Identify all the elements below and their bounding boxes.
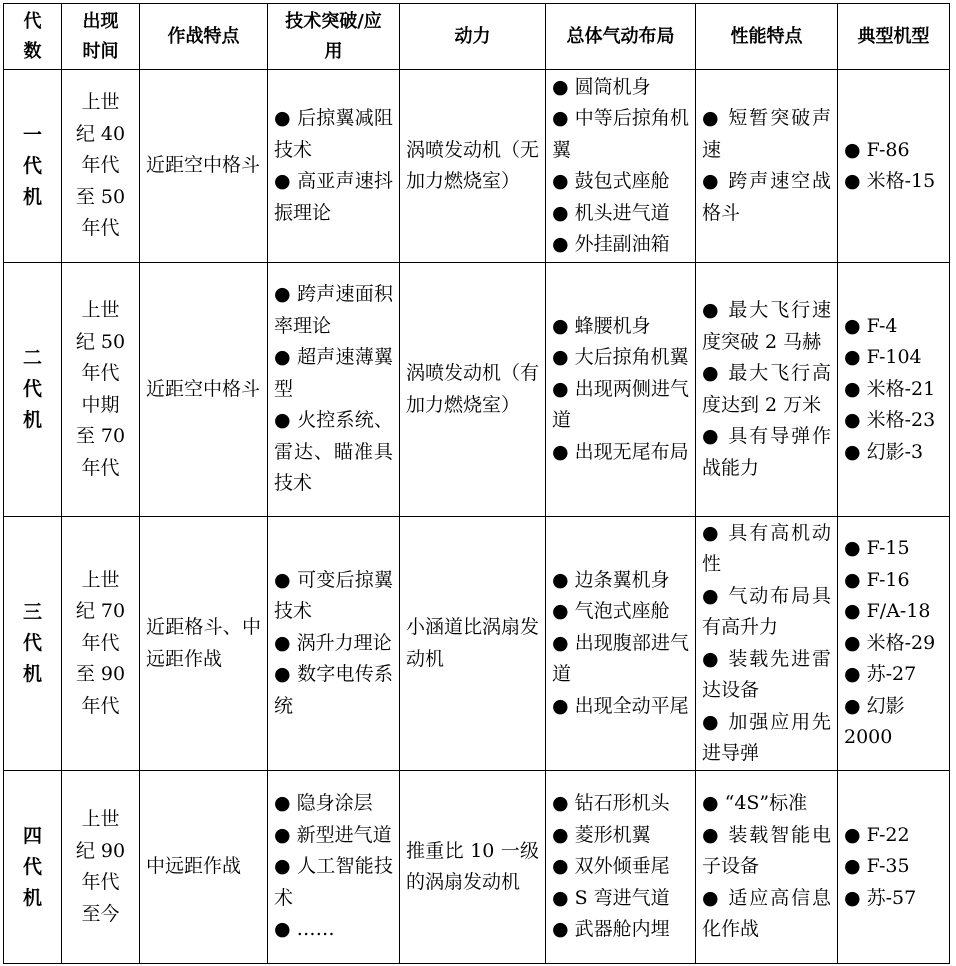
era-cell xyxy=(62,70,140,263)
tech-cell-line: ● 可变后掠翼技术 xyxy=(274,568,393,623)
models-cell xyxy=(838,263,950,517)
performance-cell-line: ● 最大飞行速度突破 2 马赫 xyxy=(702,299,831,353)
models-cell-line: ● F-104 xyxy=(844,346,922,369)
era-cell-line: 纪 40 xyxy=(75,122,126,145)
tech-cell-line: ● 高亚声速抖振理论 xyxy=(274,170,393,224)
performance-cell xyxy=(696,771,838,964)
layout-cell-line: ● 菱形机翼 xyxy=(552,823,651,846)
layout-cell-line: ● 钻石形机头 xyxy=(552,792,670,815)
generation-cell xyxy=(4,771,62,964)
era-cell xyxy=(62,771,140,964)
era-cell-line: 中期 xyxy=(81,393,120,416)
tech-cell-line: ● 后掠翼减阻技术 xyxy=(274,107,393,161)
generation-cell-line: 代 xyxy=(22,154,42,177)
era-cell-line: 纪 90 xyxy=(75,839,126,862)
generation-cell-line: 机 xyxy=(22,886,42,909)
generation-cell-line: 一 xyxy=(22,123,42,146)
models-cell-line: ● 幻影 2000 xyxy=(844,694,905,749)
power-cell: 涡喷发动机（无加力燃烧室） xyxy=(400,70,546,263)
era-cell-line: 上世 xyxy=(81,91,120,114)
models-cell-line: ● 米格-15 xyxy=(844,170,936,192)
tech-cell-line: ● 超声速薄翼型 xyxy=(274,346,393,400)
performance-cell xyxy=(696,263,838,517)
tech-cell-line: ● 人工智能技术 xyxy=(274,855,393,909)
models-cell-line: ● 苏-27 xyxy=(844,663,917,686)
tech-cell-line: ● 新型进气道 xyxy=(274,823,392,846)
models-cell xyxy=(838,771,950,964)
tech-cell-line: ● 跨声速面积率理论 xyxy=(274,283,393,337)
layout-cell xyxy=(546,517,696,771)
header-models: 典型机型 xyxy=(838,4,950,70)
layout-cell-line: ● 出现无尾布局 xyxy=(552,440,689,463)
performance-cell xyxy=(696,517,838,771)
era-cell-line: 年代 xyxy=(81,456,120,479)
generation-cell-line: 代 xyxy=(22,632,42,654)
performance-cell-line: ● 装载智能电子设备 xyxy=(702,823,831,878)
performance-cell-line: ● 具有高机动性 xyxy=(702,521,831,575)
tech-cell-line: ● 火控系统、雷达、瞄准具技术 xyxy=(274,409,393,495)
layout-cell xyxy=(546,70,696,263)
models-cell-line: ● 米格-23 xyxy=(844,409,936,432)
era-cell-line: 年代 xyxy=(81,694,120,717)
era-cell-line: 年代 xyxy=(81,362,120,384)
models-cell-line: ● F-4 xyxy=(844,314,898,337)
layout-cell xyxy=(546,263,696,517)
models-cell-line: ● 苏-57 xyxy=(844,886,917,909)
generation-cell-line: 代 xyxy=(22,378,42,400)
performance-cell-line: ● 短暂突破声速 xyxy=(702,107,831,161)
layout-cell-line: ● 圆筒机身 xyxy=(552,75,651,98)
era-cell-line: 至 50 xyxy=(75,185,126,208)
generation-cell xyxy=(4,70,62,263)
power-cell: 小涵道比涡扇发动机 xyxy=(400,517,546,771)
performance-cell-line: ● “4S”标准 xyxy=(702,792,808,815)
header-row xyxy=(4,4,950,70)
fighter-generations-table xyxy=(3,3,950,964)
layout-cell-line: ● 武器舱内埋 xyxy=(552,918,670,941)
header-combat: 作战特点 xyxy=(140,4,268,70)
performance-cell-line: ● 加强应用先进导弹 xyxy=(702,710,831,764)
models-cell xyxy=(838,517,950,771)
generation-cell-line: 机 xyxy=(22,409,42,431)
era-cell xyxy=(62,517,140,771)
table-row xyxy=(4,263,950,517)
performance-cell xyxy=(696,70,838,263)
era-cell-line: 年代 xyxy=(81,154,120,177)
layout-cell-line: ● 外挂副油箱 xyxy=(552,233,670,255)
models-cell-line: ● F-15 xyxy=(844,537,910,560)
layout-cell-line: ● 双外倾垂尾 xyxy=(552,855,670,878)
tech-cell-line: ● 数字电传系统 xyxy=(274,663,393,717)
header-layout: 总体气动布局 xyxy=(546,4,696,70)
header-generation: 代 数 xyxy=(4,4,62,70)
power-cell: 推重比 10 一级的涡扇发动机 xyxy=(400,771,546,964)
models-cell-line: ● 米格-21 xyxy=(844,377,936,400)
era-cell-line: 上世 xyxy=(81,568,120,591)
models-cell-line: ● F-16 xyxy=(844,568,910,591)
era-cell-line: 上世 xyxy=(81,299,120,321)
era-cell-line: 至 90 xyxy=(75,663,126,686)
era-cell-line: 纪 50 xyxy=(75,330,126,353)
era-cell-line: 至今 xyxy=(81,902,120,925)
table-row xyxy=(4,70,950,263)
models-cell-line: ● F-22 xyxy=(844,823,910,846)
header-performance: 性能特点 xyxy=(696,4,838,70)
models-cell-line: ● F/A-18 xyxy=(844,600,931,623)
generation-cell-line: 三 xyxy=(22,601,42,623)
generation-cell xyxy=(4,517,62,771)
layout-cell-line: ● S 弯进气道 xyxy=(552,886,670,909)
era-cell xyxy=(62,263,140,517)
layout-cell xyxy=(546,771,696,964)
generation-cell xyxy=(4,263,62,517)
layout-cell-line: ● 机头进气道 xyxy=(552,201,670,224)
header-era: 出现 时间 xyxy=(62,4,140,70)
era-cell-line: 年代 xyxy=(81,217,120,240)
layout-cell-line: ● 出现全动平尾 xyxy=(552,694,689,717)
layout-cell-line: ● 气泡式座舱 xyxy=(552,600,670,623)
models-cell-line: ● 幻影-3 xyxy=(844,440,924,463)
header-power: 动力 xyxy=(400,4,546,70)
combat-cell: 近距空中格斗 xyxy=(140,70,268,263)
layout-cell-line: ● 蜂腰机身 xyxy=(552,314,651,337)
era-cell-line: 至 70 xyxy=(75,425,126,447)
layout-cell-line: ● 大后掠角机翼 xyxy=(552,346,689,369)
tech-cell-line: ● 隐身涂层 xyxy=(274,792,373,815)
models-cell xyxy=(838,70,950,263)
power-cell: 涡喷发动机（有加力燃烧室） xyxy=(400,263,546,517)
tech-cell xyxy=(268,771,400,964)
generation-cell-line: 代 xyxy=(22,855,42,878)
generation-cell-line: 机 xyxy=(22,663,42,685)
layout-cell-line: ● 边条翼机身 xyxy=(552,568,670,591)
layout-cell-line: ● 出现腹部进气道 xyxy=(552,631,689,686)
combat-cell: 中远距作战 xyxy=(140,771,268,964)
tech-cell xyxy=(268,263,400,517)
era-cell-line: 年代 xyxy=(81,871,120,893)
layout-cell-line: ● 鼓包式座舱 xyxy=(552,170,670,192)
table-row xyxy=(4,517,950,771)
tech-cell-line: ● …… xyxy=(274,918,335,941)
performance-cell-line: ● 适应高信息化作战 xyxy=(702,886,831,941)
generation-cell-line: 机 xyxy=(22,185,42,208)
generation-cell-line: 二 xyxy=(22,347,42,369)
performance-cell-line: ● 跨声速空战格斗 xyxy=(702,170,831,224)
tech-cell xyxy=(268,70,400,263)
models-cell-line: ● F-86 xyxy=(844,138,910,161)
era-cell-line: 年代 xyxy=(81,631,120,654)
performance-cell-line: ● 具有导弹作战能力 xyxy=(702,425,831,479)
performance-cell-line: ● 装载先进雷达设备 xyxy=(702,647,831,701)
models-cell-line: ● F-35 xyxy=(844,855,910,878)
tech-cell-line: ● 涡升力理论 xyxy=(274,631,392,654)
era-cell-line: 上世 xyxy=(81,808,120,830)
models-cell-line: ● 米格-29 xyxy=(844,631,936,654)
tech-cell xyxy=(268,517,400,771)
combat-cell: 近距格斗、中远距作战 xyxy=(140,517,268,771)
era-cell-line: 纪 70 xyxy=(75,600,126,623)
performance-cell-line: ● 最大飞行高度达到 2 万米 xyxy=(702,362,831,416)
combat-cell: 近距空中格斗 xyxy=(140,263,268,517)
performance-cell-line: ● 气动布局具有高升力 xyxy=(702,584,831,638)
generation-cell-line: 四 xyxy=(22,824,42,847)
table-row xyxy=(4,771,950,964)
layout-cell-line: ● 中等后掠角机翼 xyxy=(552,107,689,161)
layout-cell-line: ● 出现两侧进气道 xyxy=(552,377,689,432)
header-tech: 技术突破/应 用 xyxy=(268,4,400,70)
